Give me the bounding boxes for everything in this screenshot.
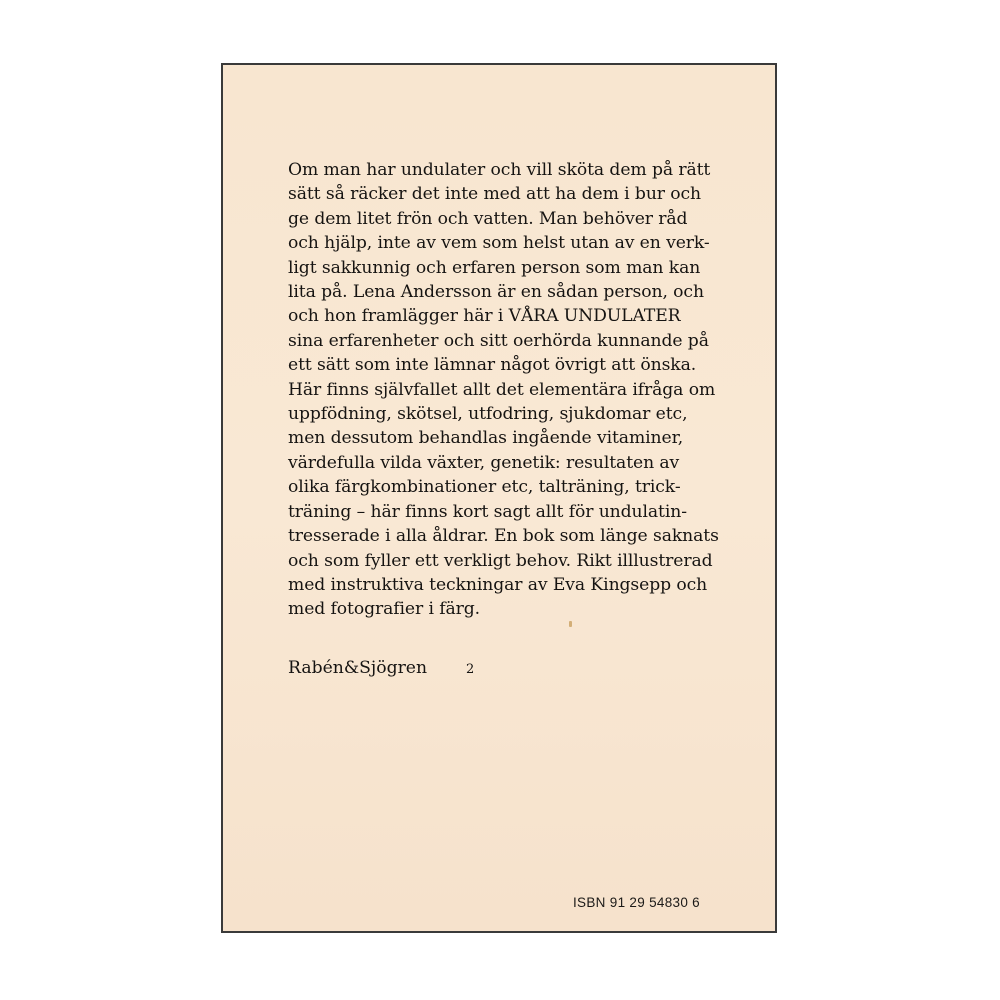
blurb-line: träning – här finns kort sagt allt för undulatin-	[288, 501, 687, 522]
blurb-line: tresserade i alla åldrar. En bok som länge saknats	[288, 526, 719, 547]
blurb-line: ligt sakkunnig och erfaren person som man kan	[288, 257, 701, 278]
blurb-line: lita på. Lena Andersson är en sådan person, och	[288, 282, 704, 303]
blurb-line: men dessutom behandlas ingående vitaminer,	[288, 428, 684, 449]
blurb-line: sätt så räcker det inte med att ha dem i bur och	[288, 184, 702, 205]
blurb-line: ge dem litet frön och vatten. Man behöver råd	[288, 208, 688, 229]
blurb-line: med instruktiva teckningar av Eva Kingsepp och	[288, 574, 708, 595]
blurb-line: och hon framlägger här i VÅRA UNDULATER	[288, 306, 681, 327]
blurb-line: Om man har undulater och vill sköta dem på rätt	[288, 160, 711, 180]
paper-speck	[569, 621, 572, 627]
blurb-line: och hjälp, inte av vem som helst utan av en verk-	[288, 233, 710, 254]
blurb-line: sina erfarenheter och sitt oerhörda kunnande på	[288, 330, 709, 351]
blurb-text	[288, 158, 758, 622]
book-back-cover	[221, 63, 777, 933]
blurb-line: Här finns självfallet allt det elementära ifråga om	[288, 379, 716, 400]
blurb-line: uppfödning, skötsel, utfodring, sjukdomar etc,	[288, 404, 688, 425]
blurb-line: olika färgkombinationer etc, talträning, trick-	[288, 477, 681, 498]
publisher-name: Rabén&Sjögren	[288, 658, 428, 678]
printing-number: 2	[466, 662, 475, 677]
blurb-line: med fotografier i färg.	[288, 599, 481, 620]
blurb-line: värdefulla vilda växter, genetik: resultaten av	[288, 452, 680, 473]
isbn-number: ISBN 91 29 54830 6	[573, 895, 700, 910]
blurb-line: och som fyller ett verkligt behov. Rikt illlustrerad	[288, 550, 713, 571]
blurb-line: ett sätt som inte lämnar något övrigt att önska.	[288, 355, 697, 376]
